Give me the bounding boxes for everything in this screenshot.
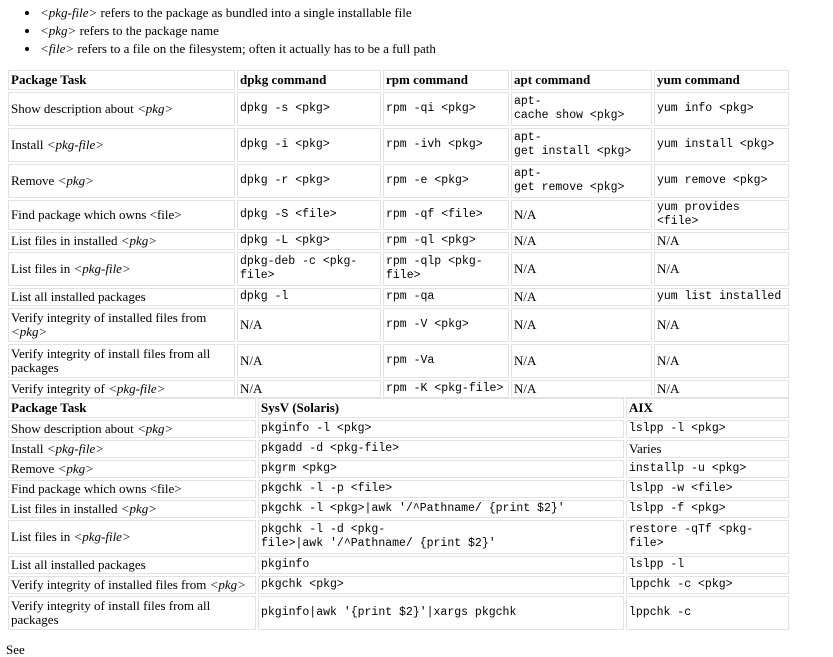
table-row: [8, 520, 789, 554]
command-cell: N/A: [511, 344, 652, 378]
command-cell: lslpp -w <file>: [626, 480, 789, 498]
command-cell: rpm -ql <pkg>: [383, 232, 509, 250]
table-row: [8, 556, 789, 574]
definition-item: [40, 22, 436, 40]
definitions-list: [0, 4, 436, 58]
command-cell: pkginfo|awk '{print $2}'|xargs pkgchk: [258, 596, 624, 630]
header-row: [8, 398, 789, 418]
command-cell: N/A: [654, 380, 789, 398]
task-cell: Verify integrity of <pkg-file>: [8, 380, 235, 398]
column-header: Package Task: [8, 70, 235, 90]
task-cell: Verify integrity of install files from all packages: [8, 344, 235, 378]
command-cell: pkgchk -l -p <file>: [258, 480, 624, 498]
column-header: Package Task: [8, 398, 256, 418]
command-cell: restore -qTf <pkg- file>: [626, 520, 789, 554]
table-row: [8, 308, 789, 342]
table-row: [8, 440, 789, 458]
command-cell: N/A: [237, 344, 381, 378]
task-cell: List all installed packages: [8, 288, 235, 306]
command-cell: N/A: [511, 380, 652, 398]
task-cell: List files in <pkg-file>: [8, 252, 235, 286]
task-cell: Install <pkg-file>: [8, 128, 235, 162]
table-row: [8, 500, 789, 518]
unix-package-commands-table: [6, 396, 791, 632]
command-cell: apt- get install <pkg>: [511, 128, 652, 162]
table-row: [8, 460, 789, 478]
command-cell: Varies: [626, 440, 789, 458]
task-cell: List files in <pkg-file>: [8, 520, 256, 554]
command-cell: rpm -qi <pkg>: [383, 92, 509, 126]
task-cell: Remove <pkg>: [8, 164, 235, 198]
command-cell: lppchk -c <pkg>: [626, 576, 789, 594]
definition-item: [40, 4, 436, 22]
command-cell: N/A: [511, 252, 652, 286]
column-header: dpkg command: [237, 70, 381, 90]
command-cell: yum info <pkg>: [654, 92, 789, 126]
table-row: [8, 420, 789, 438]
command-cell: lppchk -c: [626, 596, 789, 630]
command-cell: rpm -ivh <pkg>: [383, 128, 509, 162]
table-row: [8, 128, 789, 162]
task-cell: Verify integrity of installed files from <pkg>: [8, 308, 235, 342]
command-cell: N/A: [237, 308, 381, 342]
command-cell: rpm -qlp <pkg- file>: [383, 252, 509, 286]
command-cell: yum install <pkg>: [654, 128, 789, 162]
command-cell: N/A: [511, 232, 652, 250]
command-cell: pkginfo -l <pkg>: [258, 420, 624, 438]
command-cell: N/A: [511, 200, 652, 230]
command-cell: rpm -e <pkg>: [383, 164, 509, 198]
definition-text: refers to the package as bundled into a single installable file: [97, 5, 412, 20]
table-row: [8, 344, 789, 378]
command-cell: yum list installed: [654, 288, 789, 306]
command-cell: pkgchk -l <pkg>|awk '/^Pathname/ {print $2}': [258, 500, 624, 518]
command-cell: pkginfo: [258, 556, 624, 574]
table-row: [8, 200, 789, 230]
command-cell: N/A: [654, 232, 789, 250]
command-cell: N/A: [654, 308, 789, 342]
task-cell: List files in installed <pkg>: [8, 232, 235, 250]
command-cell: N/A: [511, 288, 652, 306]
command-cell: pkgchk <pkg>: [258, 576, 624, 594]
command-cell: pkgchk -l -d <pkg- file>|awk '/^Pathname/ {print $2}': [258, 520, 624, 554]
command-cell: pkgrm <pkg>: [258, 460, 624, 478]
footer-text: See: [6, 642, 25, 657]
command-cell: N/A: [654, 344, 789, 378]
command-cell: installp -u <pkg>: [626, 460, 789, 478]
task-cell: List files in installed <pkg>: [8, 500, 256, 518]
command-cell: dpkg -l: [237, 288, 381, 306]
column-header: SysV (Solaris): [258, 398, 624, 418]
command-cell: dpkg -s <pkg>: [237, 92, 381, 126]
task-cell: List all installed packages: [8, 556, 256, 574]
command-cell: dpkg -L <pkg>: [237, 232, 381, 250]
command-cell: apt- get remove <pkg>: [511, 164, 652, 198]
task-cell: Verify integrity of install files from all packages: [8, 596, 256, 630]
definition-text: refers to the package name: [76, 23, 219, 38]
task-cell: Show description about <pkg>: [8, 420, 256, 438]
column-header: apt command: [511, 70, 652, 90]
command-cell: rpm -Va: [383, 344, 509, 378]
table-row: [8, 232, 789, 250]
command-cell: lslpp -f <pkg>: [626, 500, 789, 518]
task-cell: Show description about <pkg>: [8, 92, 235, 126]
command-cell: rpm -K <pkg-file>: [383, 380, 509, 398]
column-header: yum command: [654, 70, 789, 90]
table-row: [8, 164, 789, 198]
table-row: [8, 288, 789, 306]
command-cell: yum provides <file>: [654, 200, 789, 230]
command-cell: pkgadd -d <pkg-file>: [258, 440, 624, 458]
header-row: [8, 70, 789, 90]
command-cell: dpkg -S <file>: [237, 200, 381, 230]
table-row: [8, 596, 789, 630]
command-cell: lslpp -l: [626, 556, 789, 574]
task-cell: Remove <pkg>: [8, 460, 256, 478]
command-cell: N/A: [511, 308, 652, 342]
definition-term: <file>: [40, 41, 75, 56]
task-cell: Find package which owns <file>: [8, 200, 235, 230]
definition-term: <pkg>: [40, 23, 77, 38]
linux-package-commands-table: [6, 68, 791, 400]
definition-text: refers to a file on the filesystem; often it actually has to be a full path: [74, 41, 436, 56]
column-header: rpm command: [383, 70, 509, 90]
command-cell: dpkg -r <pkg>: [237, 164, 381, 198]
column-header: AIX: [626, 398, 789, 418]
table-row: [8, 252, 789, 286]
command-cell: rpm -qf <file>: [383, 200, 509, 230]
definition-term: <pkg-file>: [40, 5, 98, 20]
command-cell: rpm -V <pkg>: [383, 308, 509, 342]
table-row: [8, 480, 789, 498]
command-cell: yum remove <pkg>: [654, 164, 789, 198]
definition-item: [40, 40, 436, 58]
command-cell: rpm -qa: [383, 288, 509, 306]
command-cell: N/A: [654, 252, 789, 286]
table-row: [8, 92, 789, 126]
task-cell: Install <pkg-file>: [8, 440, 256, 458]
command-cell: N/A: [237, 380, 381, 398]
task-cell: Find package which owns <file>: [8, 480, 256, 498]
command-cell: dpkg -i <pkg>: [237, 128, 381, 162]
command-cell: apt- cache show <pkg>: [511, 92, 652, 126]
command-cell: dpkg-deb -c <pkg- file>: [237, 252, 381, 286]
task-cell: Verify integrity of installed files from <pkg>: [8, 576, 256, 594]
table-row: [8, 576, 789, 594]
command-cell: lslpp -l <pkg>: [626, 420, 789, 438]
